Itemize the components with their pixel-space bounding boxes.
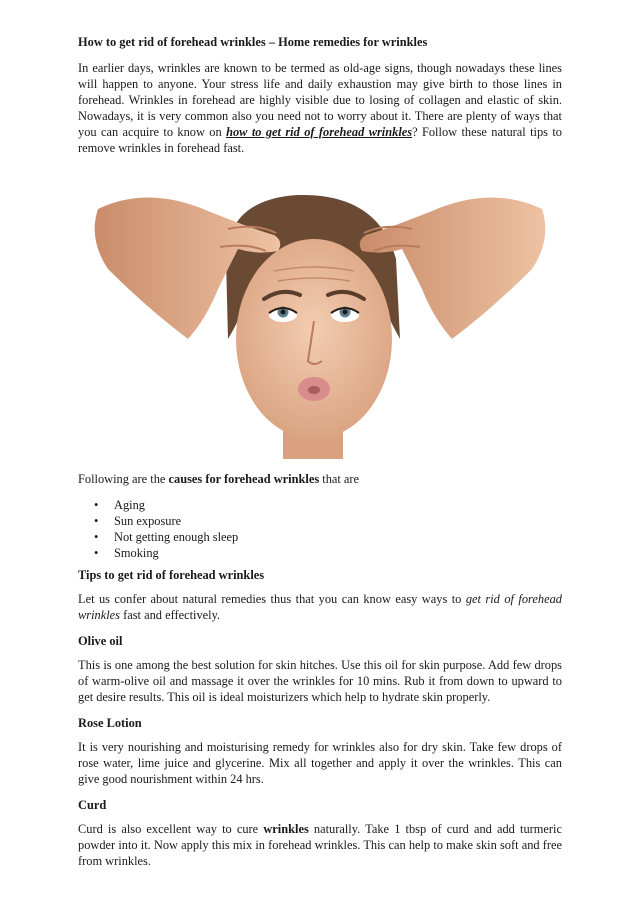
olive-oil-heading: Olive oil <box>78 634 123 648</box>
intro-text: In earlier days, wrinkles are known to be termed as old-age signs, though nowadays these lines will happen to anyone. Your stress life and daily exhaustion may give birth to those lines in forehead. Wrinkles in forehead are highly visible due to losing of collagen and elastic of skin. Nowadays, it is very common also you need not to worry about it. There are plenty of ways that you can acquire to know on <box>78 61 562 139</box>
document-page <box>78 34 563 868</box>
list-item <box>78 529 562 545</box>
tips-heading: Tips to get rid of forehead wrinkles <box>78 568 265 582</box>
rose-lotion-paragraph: It is very nourishing and moisturising remedy for wrinkles also for dry skin. Take few drops of rose water, lime juice and glycerine. Mix all together and apply it over the wrinkles. This can give good nourishment within 24 hrs. <box>78 740 562 786</box>
bullet-icon: • <box>94 546 99 560</box>
tips-paragraph <box>78 591 562 623</box>
list-item-text: Smoking <box>114 546 159 560</box>
list-item <box>78 545 562 561</box>
list-item <box>78 513 562 529</box>
curd-text: Curd is also excellent way to cure <box>78 822 264 836</box>
list-item-text: Aging <box>114 498 145 512</box>
bullet-icon: • <box>94 514 99 528</box>
intro-text-end: ? Follow these natural tips to remove wrinkles in forehead fast. <box>78 125 563 155</box>
bullet-icon: • <box>94 530 99 544</box>
curd-heading: Curd <box>78 798 107 812</box>
rose-lotion-heading: Rose Lotion <box>78 716 142 730</box>
intro-paragraph <box>78 60 562 156</box>
curd-bold: wrinkles <box>263 822 309 836</box>
olive-oil-paragraph: This is one among the best solution for skin hitches. Use this oil for skin purpose. Add few drops of warm-olive oil and massage it over the wrinkles for 10 mins. Rub it from down to upward to get desire results. This oil is ideal moisturizers which help to hydrate skin properly. <box>78 658 562 704</box>
curd-text-end: naturally. Take 1 tbsp of curd and add turmeric powder into it. Now apply this mix in forehead wrinkles. This can help to make skin soft and free from wrinkles. <box>78 822 562 868</box>
causes-list <box>78 497 562 561</box>
causes-lead <box>78 471 562 487</box>
curd-paragraph <box>78 821 562 869</box>
bullet-icon: • <box>94 498 99 512</box>
tips-italic: get rid of forehead wrinkles <box>78 592 562 622</box>
forehead-wrinkles-link[interactable]: how to get rid of forehead wrinkles <box>226 125 413 139</box>
causes-lead-bold: causes for forehead wrinkles <box>168 472 320 486</box>
causes-lead-end: that are <box>319 472 360 486</box>
article-body <box>78 471 562 879</box>
tips-text: Let us confer about natural remedies thus that you can know easy ways to <box>78 592 466 606</box>
causes-lead-text: Following are the <box>78 472 169 486</box>
page-title: How to get rid of forehead wrinkles – Home remedies for wrinkles <box>78 35 428 49</box>
list-item-text: Not getting enough sleep <box>114 530 239 544</box>
list-item-text: Sun exposure <box>114 514 182 528</box>
tips-text-end: fast and effectively. <box>120 608 221 622</box>
woman-forehead-image <box>78 189 562 459</box>
list-item <box>78 497 562 513</box>
